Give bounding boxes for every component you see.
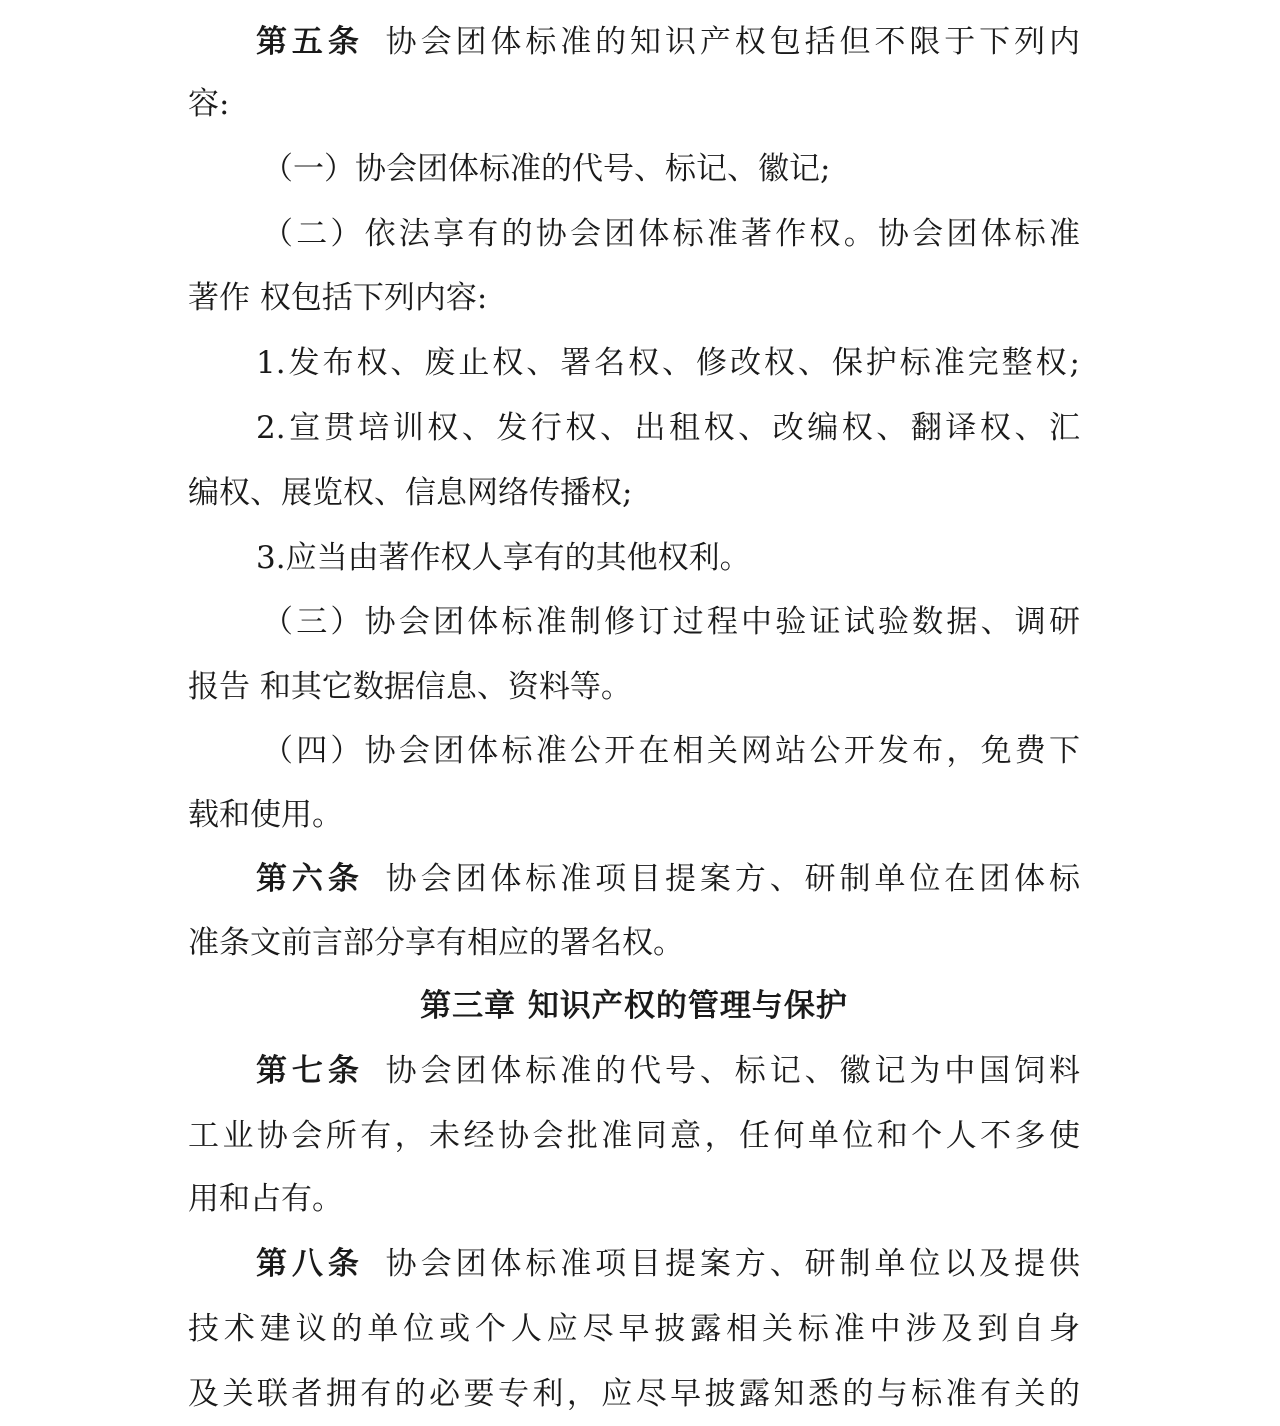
sub1-line: 1.发布权、废止权、署名权、修改权、保护标准完整权; bbox=[256, 345, 1080, 381]
article5-heading: 第五条 bbox=[256, 24, 364, 60]
article5-text: 协会团体标准的知识产权包括但不限于下列内 bbox=[381, 24, 1081, 60]
article7-line1 bbox=[256, 1039, 1080, 1103]
sub3-line: 3.应当由著作权人享有的其他权利。 bbox=[256, 540, 751, 576]
sub2-line2: 编权、展览权、信息网络传播权; bbox=[188, 475, 633, 511]
article8-heading: 第八条 bbox=[256, 1246, 364, 1282]
item2-line2: 著作 权包括下列内容: bbox=[188, 280, 488, 316]
item2-line1: （二）依法享有的协会团体标准著作权。协会团体标准 bbox=[262, 216, 1080, 252]
article7-line3: 用和占有。 bbox=[188, 1181, 343, 1217]
item3-line1: （三）协会团体标准制修订过程中验证试验数据、调研 bbox=[262, 604, 1080, 640]
article5-line1 bbox=[256, 10, 1080, 74]
article7-heading: 第七条 bbox=[256, 1053, 364, 1089]
article6-heading: 第六条 bbox=[256, 861, 364, 897]
article8-line3: 及关联者拥有的必要专利，应尽早披露知悉的与标准有关的 bbox=[188, 1376, 1080, 1412]
chapter-title: 第三章 知识产权的管理与保护 bbox=[420, 988, 848, 1024]
sub2-line1: 2.宣贯培训权、发行权、出租权、改编权、翻译权、汇 bbox=[256, 410, 1080, 446]
article6-line1 bbox=[256, 847, 1080, 911]
article8-text: 协会团体标准项目提案方、研制单位以及提供 bbox=[381, 1246, 1081, 1282]
article7-text: 协会团体标准的代号、标记、徽记为中国饲料 bbox=[381, 1053, 1081, 1089]
article8-line1 bbox=[256, 1232, 1080, 1296]
item3-line2: 报告 和其它数据信息、资料等。 bbox=[188, 669, 632, 705]
article5-line2: 容: bbox=[188, 86, 230, 122]
article6-line2: 准条文前言部分享有相应的署名权。 bbox=[188, 925, 684, 961]
article7-line2: 工业协会所有，未经协会批准同意，任何单位和个人不多使 bbox=[188, 1118, 1080, 1154]
article8-line2: 技术建议的单位或个人应尽早披露相关标准中涉及到自身 bbox=[188, 1311, 1080, 1347]
article6-text: 协会团体标准项目提案方、研制单位在团体标 bbox=[381, 861, 1081, 897]
item1-line: （一）协会团体标准的代号、标记、徽记; bbox=[262, 151, 831, 187]
item4-line2: 载和使用。 bbox=[188, 797, 343, 833]
item4-line1: （四）协会团体标准公开在相关网站公开发布，免费下 bbox=[262, 733, 1080, 769]
